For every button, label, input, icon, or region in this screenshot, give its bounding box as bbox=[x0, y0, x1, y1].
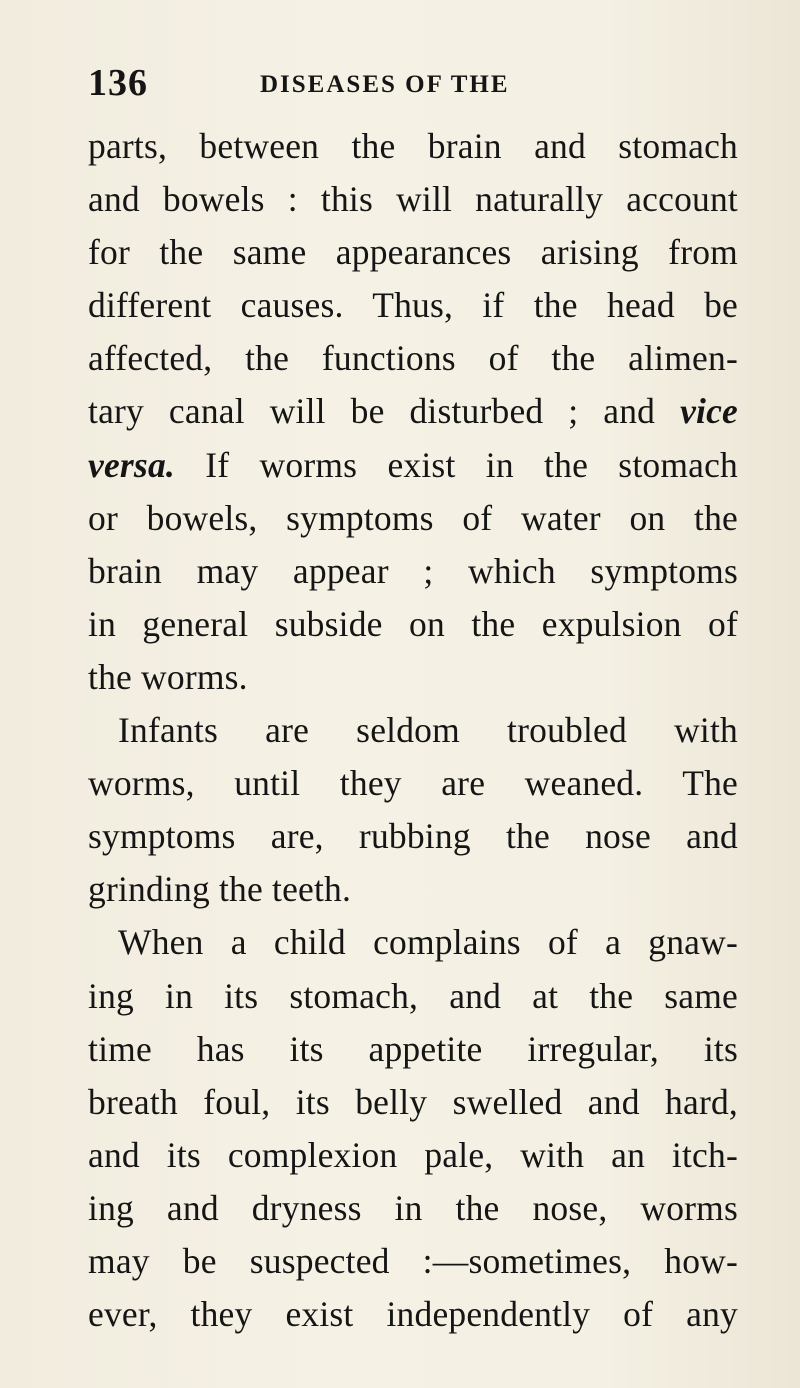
text-line: worms, until they are weaned. The bbox=[88, 763, 738, 804]
text-line: Infants are seldom troubled with bbox=[118, 710, 738, 751]
italic-term: versa. bbox=[88, 444, 175, 485]
page-header bbox=[88, 60, 748, 106]
text-line: breath foul, its belly swelled and hard, bbox=[88, 1081, 738, 1122]
text-line: in general subside on the expulsion of bbox=[88, 603, 738, 644]
text-line: grinding the teeth. bbox=[88, 869, 352, 910]
text-line: When a child complains of a gnaw- bbox=[118, 922, 738, 963]
text-fragment: tary canal will be disturbed ; and bbox=[88, 391, 656, 432]
page-number: 136 bbox=[88, 62, 148, 104]
text-line: the worms. bbox=[88, 656, 248, 697]
text-line bbox=[88, 439, 738, 492]
text-line: affected, the functions of the alimen- bbox=[88, 338, 738, 379]
text-line: different causes. Thus, if the head be bbox=[88, 285, 738, 326]
text-line: may be suspected :—sometimes, how- bbox=[88, 1240, 738, 1281]
text-line: and bowels : this will naturally account bbox=[88, 179, 738, 220]
text-line: symptoms are, rubbing the nose and bbox=[88, 816, 738, 857]
text-line: ever, they exist independently of any bbox=[88, 1294, 738, 1335]
text-line: time has its appetite irregular, its bbox=[88, 1028, 738, 1069]
text-line: parts, between the brain and stomach bbox=[88, 126, 738, 166]
text-line: and its complexion pale, with an itch- bbox=[88, 1134, 738, 1175]
text-line: ing in its stomach, and at the same bbox=[88, 975, 738, 1016]
text-line: for the same appearances arising from bbox=[88, 232, 738, 273]
text-line: ing and dryness in the nose, worms bbox=[88, 1187, 738, 1228]
running-head: DISEASES OF THE bbox=[260, 71, 510, 98]
text-line bbox=[88, 385, 738, 438]
text-line: brain may appear ; which symptoms bbox=[88, 550, 738, 591]
text-fragment: If worms exist in the stomach bbox=[205, 444, 739, 485]
body-text bbox=[88, 120, 738, 1341]
italic-term: vice bbox=[680, 391, 738, 432]
text-line: or bowels, symptoms of water on the bbox=[88, 497, 738, 538]
